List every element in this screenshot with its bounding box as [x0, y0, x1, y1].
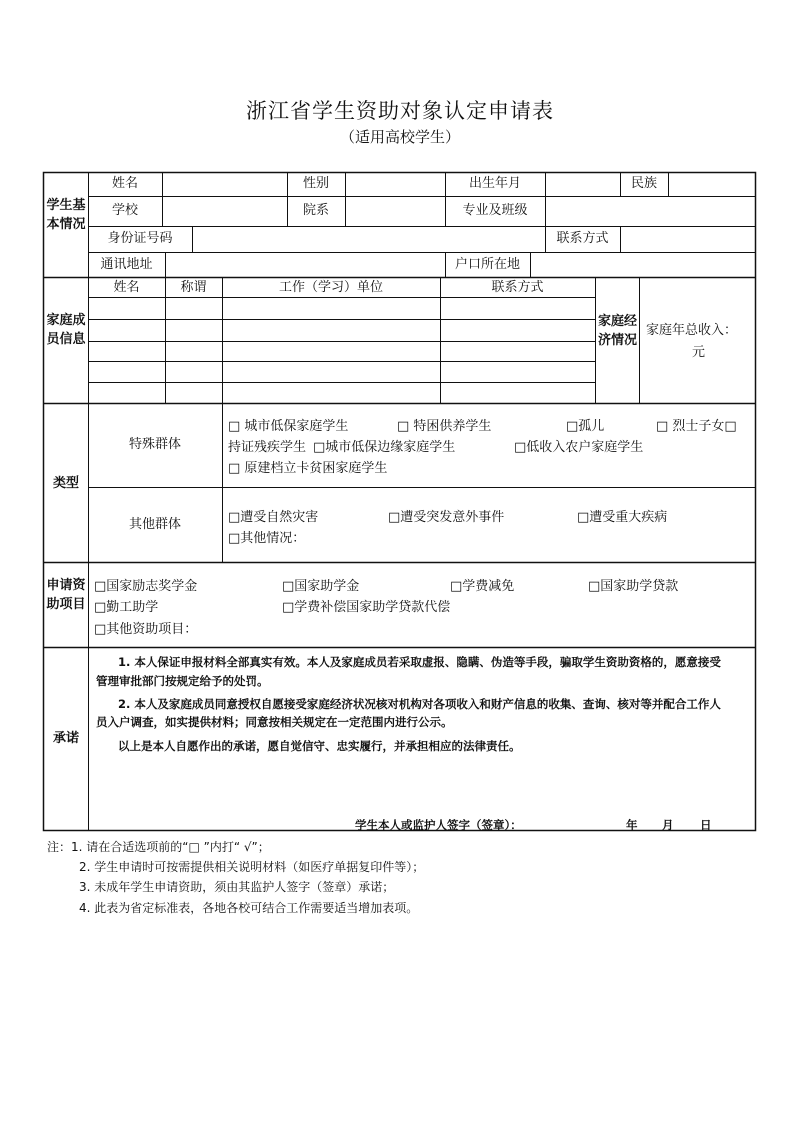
signature-month: 月: [662, 818, 674, 832]
department-label: 院系: [302, 203, 329, 218]
aid-loan-compensation[interactable]: □学费补偿国家助学贷款代偿: [282, 600, 451, 615]
family-header-relation: 称谓: [180, 280, 207, 295]
aid-section-label: 申请资助项目: [46, 578, 86, 612]
option-disabled[interactable]: 持证残疾学生: [228, 440, 307, 455]
signature-day: 日: [700, 818, 712, 832]
option-natural-disaster[interactable]: □遭受自然灾害: [228, 510, 319, 525]
family-income-unit: 元: [692, 345, 706, 360]
aid-national-loan[interactable]: □国家助学贷款: [588, 579, 679, 594]
option-tekun-gongyang[interactable]: □ 特困供养学生: [397, 419, 492, 434]
form-subtitle: （适用高校学生）: [339, 128, 460, 146]
family-income-label: 家庭年总收入：: [646, 323, 738, 338]
student-info-section-label: 学生基本情况: [46, 198, 86, 232]
pledge-p3: 以上是本人自愿作出的承诺，愿自觉信守、忠实履行，并承担相应的法律责任。: [118, 739, 521, 753]
hukou-label: 户口所在地: [454, 257, 520, 272]
aid-tuition-waiver[interactable]: □学费减免: [450, 579, 515, 594]
family-header-contact: 联系方式: [491, 280, 544, 295]
other-group-label: 其他群体: [128, 517, 181, 532]
id-number-label: 身份证号码: [107, 231, 173, 246]
family-header-workplace: 工作（学习）单位: [278, 280, 383, 295]
major-class-label: 专业及班级: [462, 203, 528, 218]
form-title: 浙江省学生资助对象认定申请表: [246, 99, 554, 123]
signature-label: 学生本人或监护人签字（签章）：: [355, 818, 522, 832]
option-low-income-rural[interactable]: □低收入农户家庭学生: [514, 440, 644, 455]
school-label: 学校: [111, 203, 138, 218]
note-4: 4. 此表为省定标准表，各地各校可结合工作需要适当增加表项。: [79, 901, 419, 915]
pledge-p1-line1: 1. 本人保证申报材料全部真实有效。本人及家庭成员若采取虚报、隐瞒、伪造等手段，骗取学生资助资格的，愿意接受: [118, 655, 721, 669]
ethnicity-label: 民族: [630, 176, 657, 191]
aid-work-study[interactable]: □勤工助学: [94, 600, 159, 615]
option-major-illness[interactable]: □遭受重大疾病: [577, 510, 668, 525]
option-urban-dibao[interactable]: □ 城市低保家庭学生: [228, 419, 349, 434]
aid-inspirational-scholarship[interactable]: □国家励志奖学金: [94, 579, 198, 594]
contact-label: 联系方式: [556, 231, 609, 246]
aid-national-grant[interactable]: □国家助学金: [282, 579, 360, 594]
aid-other-item[interactable]: □其他资助项目：: [94, 622, 198, 637]
option-accident[interactable]: □遭受突发意外事件: [388, 510, 505, 525]
option-orphan[interactable]: □孤儿: [566, 419, 605, 434]
pledge-p1-line2: 管理审批部门按规定给予的处罚。: [96, 674, 269, 688]
note-3: 3. 未成年学生申请资助，须由其监护人签字（签章）承诺；: [79, 880, 395, 894]
address-label: 通讯地址: [100, 257, 153, 272]
type-section-label: 类型: [52, 476, 79, 491]
option-dibao-edge[interactable]: □城市低保边缘家庭学生: [313, 440, 456, 455]
note-2: 2. 学生申请时可按需提供相关说明材料（如医疗单据复印件等）；: [79, 860, 425, 874]
special-group-label: 特殊群体: [128, 437, 181, 452]
family-header-name: 姓名: [113, 280, 140, 295]
birth-label: 出生年月: [468, 176, 521, 191]
option-other-situation[interactable]: □其他情况：: [228, 531, 306, 546]
family-economy-label: 家庭经济情况: [597, 314, 637, 348]
name-label: 姓名: [111, 176, 138, 191]
pledge-p2-line1: 2. 本人及家庭成员同意授权自愿接受家庭经济状况核对机构对各项收入和财产信息的收集、查询、核对等并配合工作人: [118, 697, 721, 711]
pledge-p2-line2: 员入户调查，如实提供材料；同意按相关规定在一定范围内进行公示。: [96, 715, 453, 729]
signature-year: 年: [626, 818, 638, 832]
gender-label: 性别: [302, 176, 329, 191]
family-section-label: 家庭成员信息: [46, 313, 86, 347]
note-1: 注：1. 请在合适选项前的“□ ”内打“ √”；: [47, 840, 270, 854]
pledge-section-label: 承诺: [52, 731, 79, 746]
option-poverty-registered[interactable]: □ 原建档立卡贫困家庭学生: [228, 461, 388, 476]
option-martyr-children[interactable]: □ 烈士子女□: [656, 419, 737, 434]
